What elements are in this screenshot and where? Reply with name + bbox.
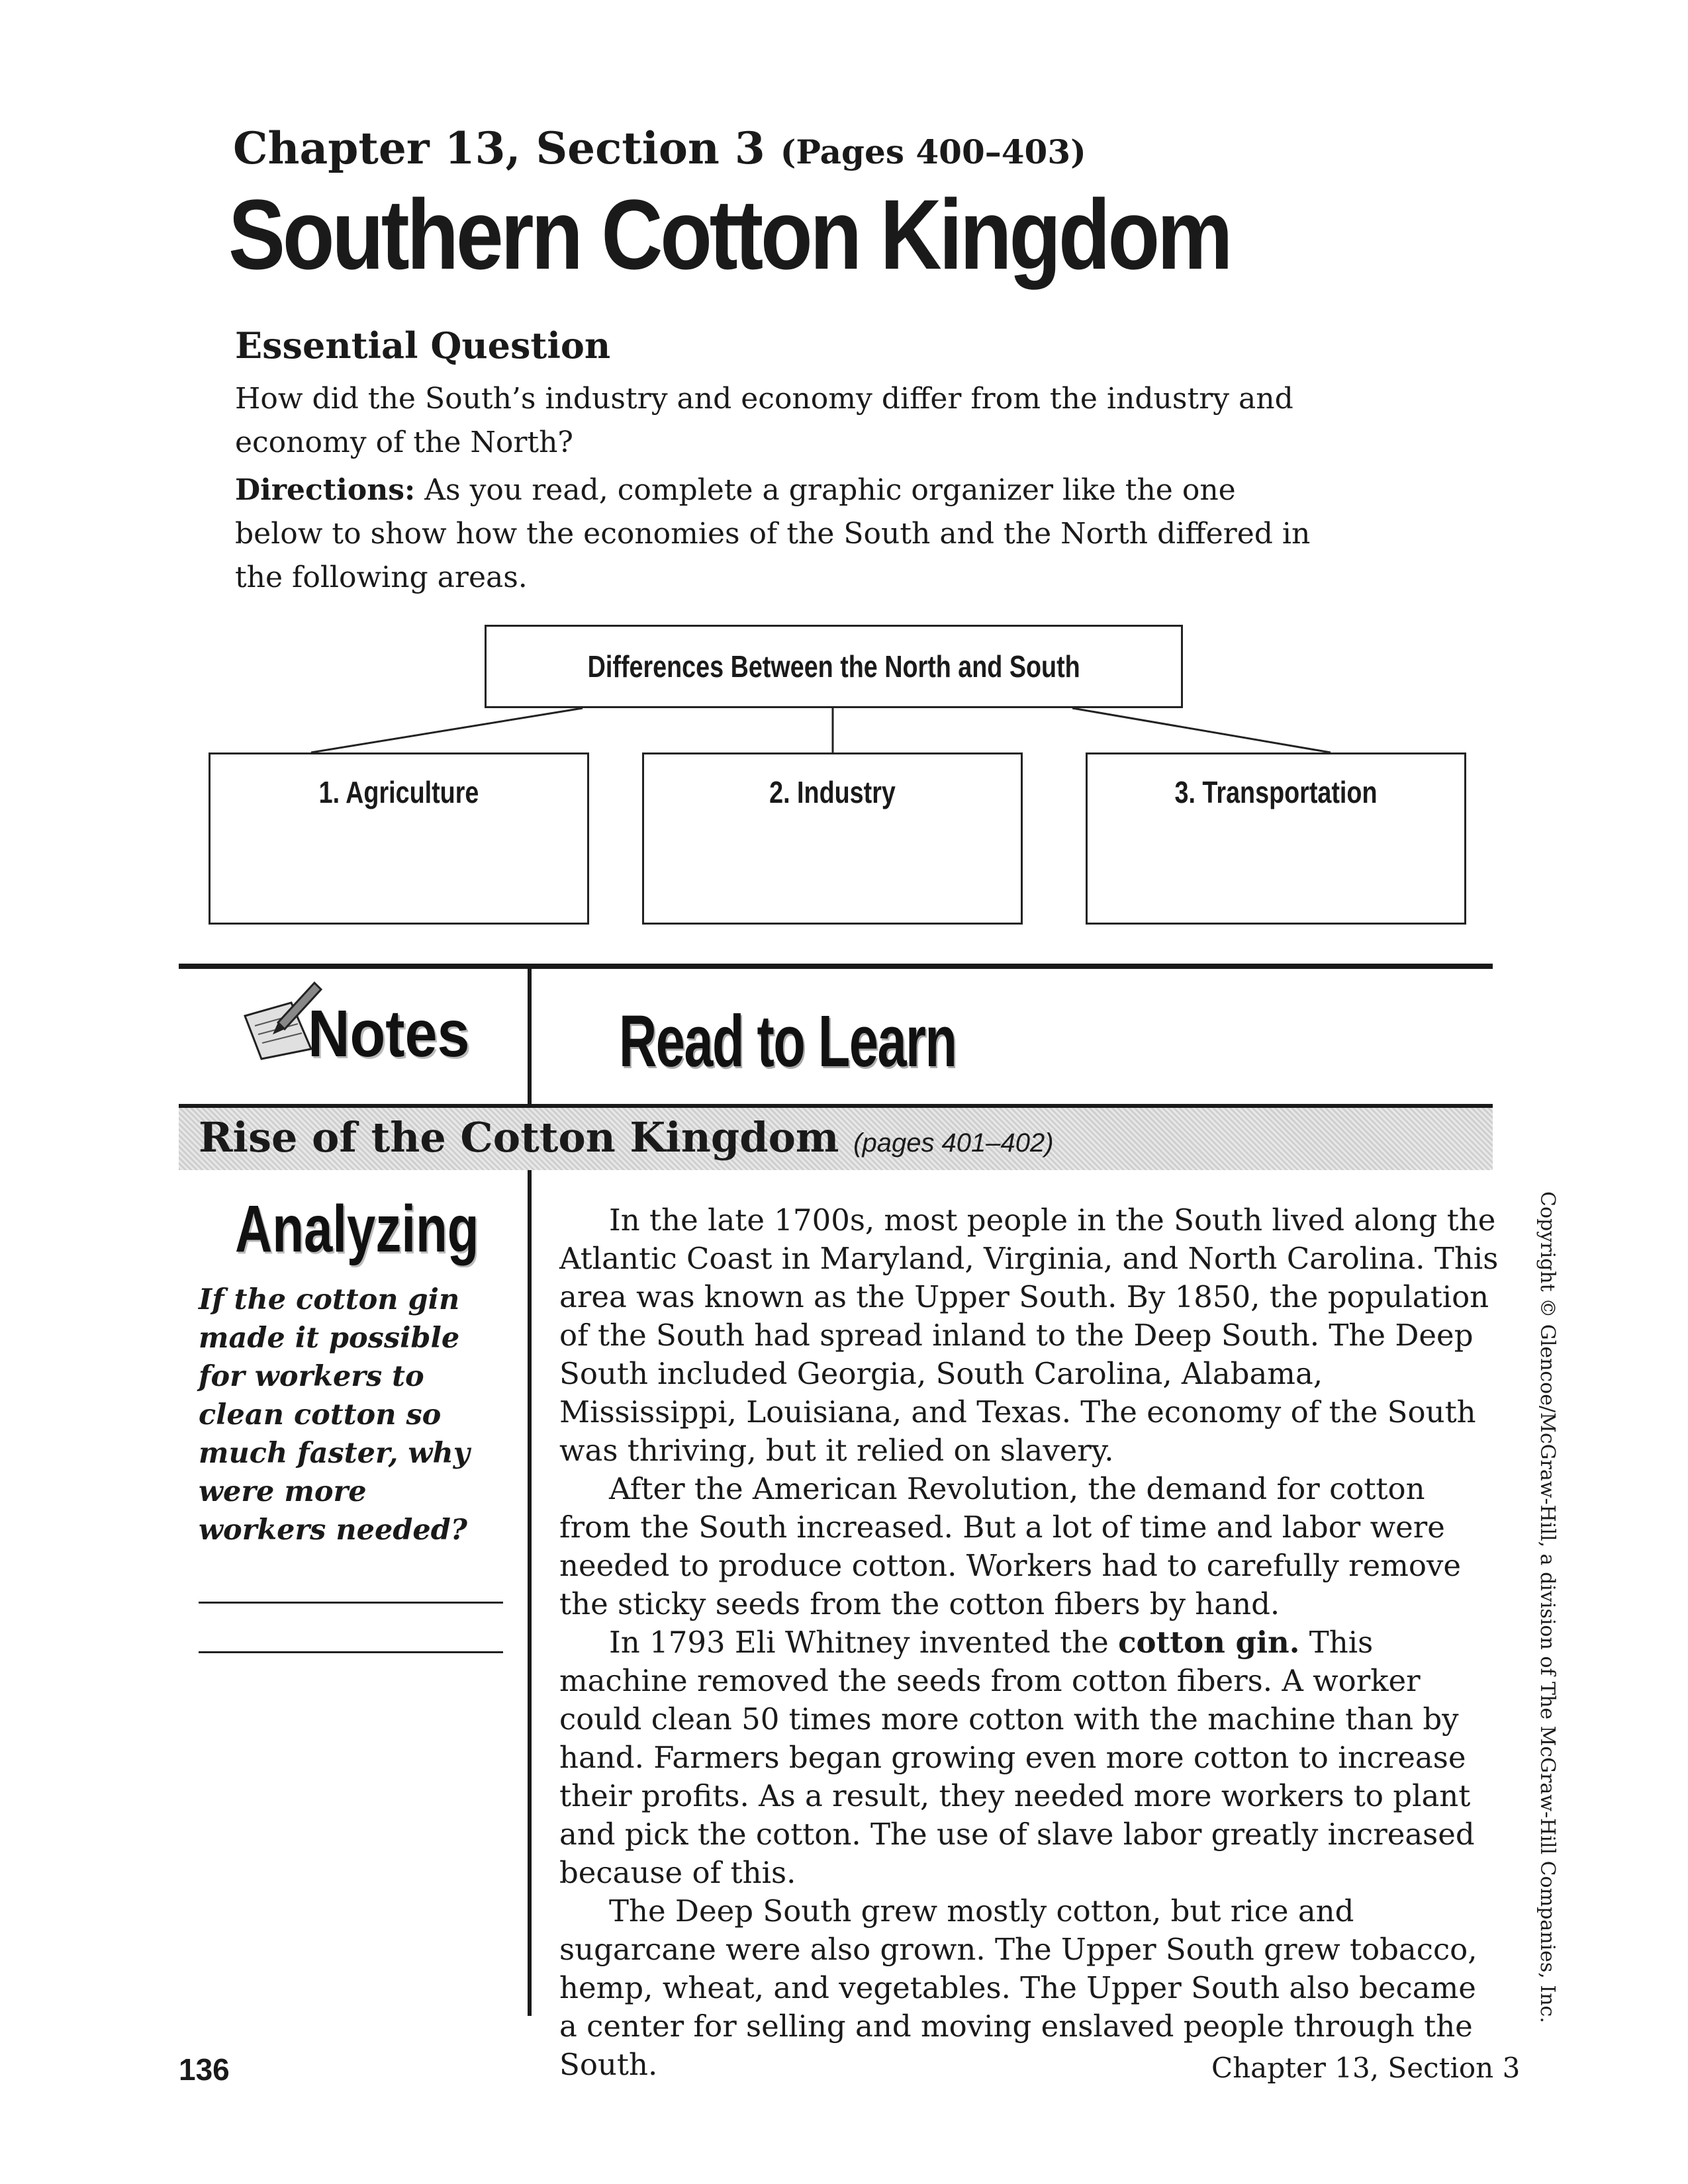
organizer-title-box <box>485 625 1183 708</box>
read-to-learn-heading: Read to Learn <box>619 1001 957 1082</box>
copyright-notice: Copyright © Glencoe/McGraw-Hill, a division of The McGraw-Hill Companies, Inc. <box>1536 1191 1559 2023</box>
chapter-label: Chapter 13, Section 3 <box>233 122 765 174</box>
section-title <box>199 1113 1054 1161</box>
organizer-box-transportation[interactable] <box>1086 752 1466 925</box>
body-paragraph: The Deep South grew mostly cotton, but rice and sugarcane were also grown. The Upper South grew tobacco, hemp, wheat, and vegetables. The Upper South also became a center for selling and moving enslaved people through the South. <box>559 1893 1477 2082</box>
answer-line[interactable] <box>199 1651 503 1653</box>
body-text-fragment: After the American Revolution, the demand for cotton from the South increased. But a lot of time and labor were needed to produce cotton. Workers had to carefully remove the sticky seeds from the cotton fibers by hand. <box>559 1471 1462 1621</box>
page-title: Southern Cotton Kingdom <box>228 179 1231 290</box>
organizer-box-agriculture[interactable] <box>209 752 589 925</box>
body-text <box>559 1201 1499 2084</box>
chapter-pages: (Pages 400–403) <box>780 132 1086 171</box>
essential-question-heading: Essential Question <box>235 324 611 367</box>
body-text-fragment: This machine removed the seeds from cotton fibers. A worker could clean 50 times more cotton with the machine than by hand. Farmers began growing even more cotton to increase their profits. As a result, they needed more workers to plant and pick the cotton. The use of slave labor greatly increased because of this. <box>559 1625 1475 1890</box>
notes-heading: Notes <box>308 997 470 1071</box>
page-number: 136 <box>179 2052 230 2087</box>
directions-label: Directions: <box>235 473 416 507</box>
organizer-box-label: 1. Agriculture <box>318 775 479 809</box>
organizer-box-label: 3. Transportation <box>1174 775 1378 809</box>
section-pages: (pages 401–402) <box>853 1128 1054 1158</box>
analyzing-question: If the cotton gin made it possible for workers to clean cotton so much faster, why were more workers needed? <box>199 1283 470 1547</box>
body-paragraph <box>559 1470 1499 1623</box>
directions-text: As you read, complete a graphic organizer like the one below to show how the economies of the South and the North differed in the following areas. <box>235 473 1311 594</box>
body-paragraph: In the late 1700s, most people in the South lived along the Atlantic Coast in Maryland, Virginia, and North Carolina. This area was known as the Upper South. By 1850, the population of the South had spread inland to the Deep South. The Deep South included Georgia, South Carolina, Alabama, Mississippi, Louisiana, and Texas. The economy of the South was thriving, but it relied on slavery. <box>559 1203 1499 1468</box>
body-text-fragment: In 1793 Eli Whitney invented the <box>609 1625 1119 1660</box>
body-paragraph <box>559 1623 1499 1892</box>
footer-reference: Chapter 13, Section 3 <box>1211 2052 1521 2084</box>
organizer-title: Differences Between the North and South <box>587 649 1080 684</box>
analyzing-heading: Analyzing <box>235 1192 479 1266</box>
key-term: cotton gin. <box>1118 1625 1300 1660</box>
answer-line[interactable] <box>199 1602 503 1604</box>
organizer-box-industry[interactable] <box>642 752 1023 925</box>
section-title-text: Rise of the Cotton Kingdom <box>199 1113 839 1161</box>
section-divider <box>179 964 1493 969</box>
organizer-box-label: 2. Industry <box>769 775 896 809</box>
essential-question-text: How did the South’s industry and economy differ from the industry and economy of the North? <box>235 382 1293 459</box>
